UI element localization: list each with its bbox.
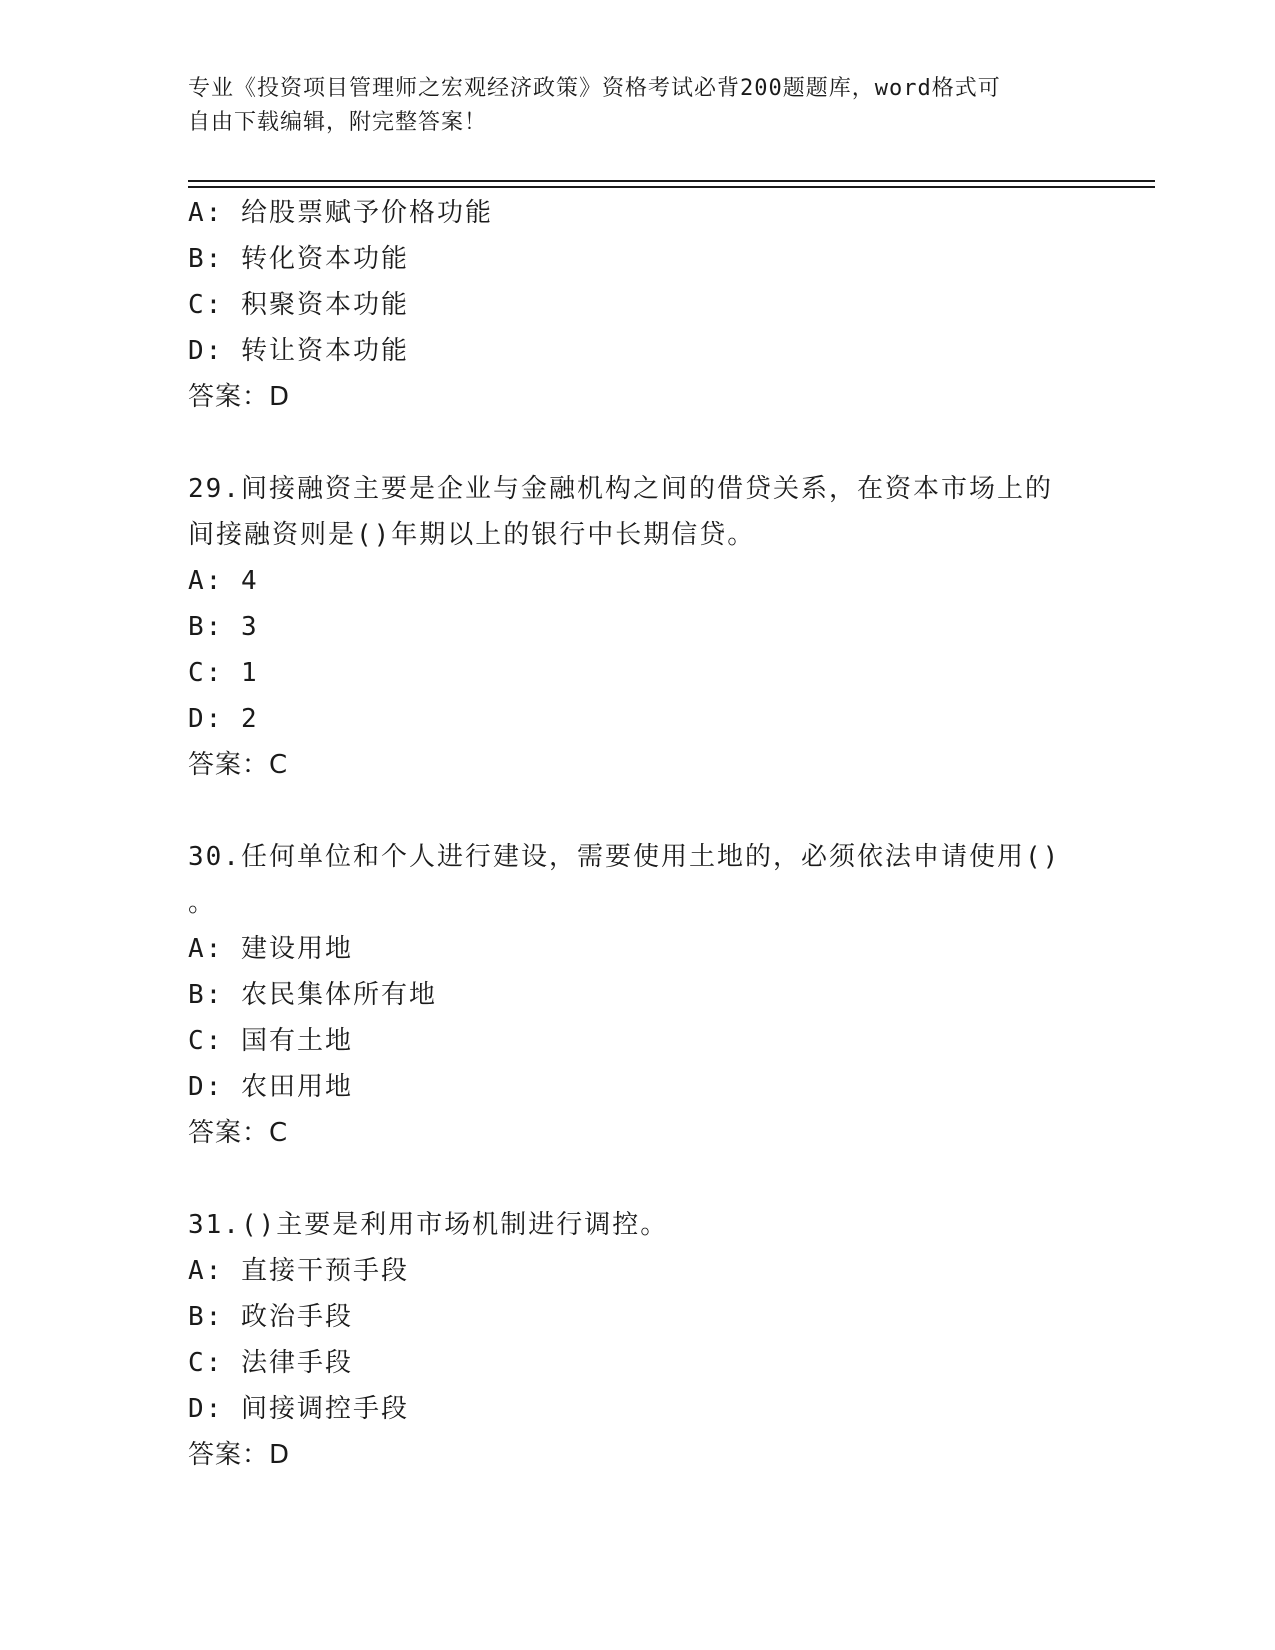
document-header — [188, 72, 1068, 140]
answer-line: 答案：D — [188, 1440, 291, 1470]
option-a: A: 建设用地 — [188, 934, 353, 964]
header-rule-bottom — [188, 186, 1155, 188]
option-d: D: 农田用地 — [188, 1072, 353, 1102]
option-b: B: 转化资本功能 — [188, 244, 409, 274]
option-c: C: 1 — [188, 658, 259, 688]
option-a: A: 4 — [188, 566, 259, 596]
question-text-line: 间接融资则是()年期以上的银行中长期信贷。 — [188, 520, 756, 550]
option-a: A: 给股票赋予价格功能 — [188, 198, 493, 228]
option-d: D: 转让资本功能 — [188, 336, 409, 366]
option-d: D: 2 — [188, 704, 259, 734]
option-d: D: 间接调控手段 — [188, 1394, 409, 1424]
answer-line: 答案：C — [188, 750, 289, 780]
question-30 — [188, 834, 1088, 1156]
question-31 — [188, 1202, 1088, 1478]
header-line-2: 自由下载编辑，附完整答案！ — [188, 110, 488, 135]
question-list — [188, 190, 1088, 1478]
header-line-1: 专业《投资项目管理师之宏观经济政策》资格考试必背200题题库，word格式可 — [188, 76, 1001, 101]
option-c: C: 积聚资本功能 — [188, 290, 409, 320]
option-c: C: 国有土地 — [188, 1026, 353, 1056]
option-c: C: 法律手段 — [188, 1348, 353, 1378]
question-text-line: 31.()主要是利用市场机制进行调控。 — [188, 1210, 669, 1240]
option-b: B: 农民集体所有地 — [188, 980, 437, 1010]
answer-line: 答案：D — [188, 382, 291, 412]
question-29 — [188, 466, 1088, 788]
previous-question-tail — [188, 190, 1088, 420]
question-text-line: 29.间接融资主要是企业与金融机构之间的借贷关系，在资本市场上的 — [188, 474, 1053, 504]
answer-line: 答案：C — [188, 1118, 289, 1148]
question-text-line: 。 — [188, 888, 217, 918]
header-rule-top — [188, 180, 1155, 182]
option-a: A: 直接干预手段 — [188, 1256, 409, 1286]
option-b: B: 3 — [188, 612, 259, 642]
question-text-line: 30.任何单位和个人进行建设，需要使用土地的，必须依法申请使用() — [188, 842, 1061, 872]
option-b: B: 政治手段 — [188, 1302, 353, 1332]
